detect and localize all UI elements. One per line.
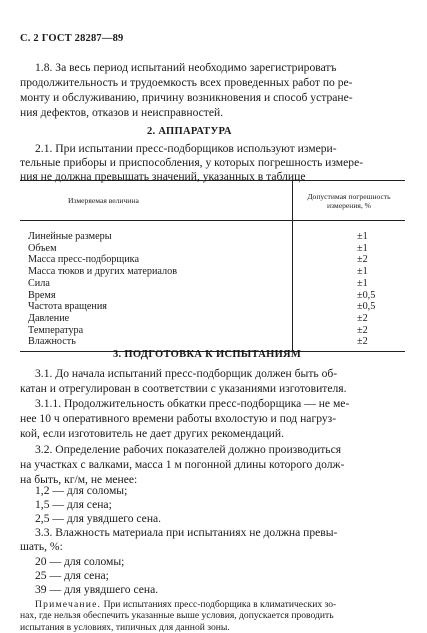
table-header-tolerance-line-1: Допустимая погрешность bbox=[307, 191, 391, 201]
list-item: 2,5 — для увядшего сена. bbox=[35, 512, 162, 525]
table-header-tolerance-line-2: измерения, % bbox=[326, 200, 372, 210]
note-text-line-3: испытания в условиях, типичных для данной зоны. bbox=[20, 622, 230, 633]
list-item: 25 — для сена; bbox=[35, 569, 109, 582]
list-item: 39 — для увядшего сена. bbox=[35, 583, 159, 596]
table-row bbox=[20, 290, 405, 302]
row-tolerance: ±2 bbox=[357, 312, 368, 324]
list-item: 1,2 — для соломы; bbox=[35, 484, 128, 497]
table-row bbox=[20, 266, 405, 278]
paragraph-3-1-line-1: 3.1. До начала испытаний пресс-подборщик должен быть об- bbox=[35, 367, 338, 380]
table-row bbox=[20, 278, 405, 290]
paragraph-3-1-1-line-1: 3.1.1. Продолжительность обкатки пресс-подборщика — не ме- bbox=[35, 397, 350, 410]
paragraph-3-2-line-1: 3.2. Определение рабочих показателей должно производиться bbox=[35, 443, 342, 456]
row-quantity: Масса пресс-подборщика bbox=[20, 254, 293, 266]
list-item: 20 — для соломы; bbox=[35, 555, 125, 568]
row-quantity: Масса тюков и других материалов bbox=[20, 266, 293, 278]
paragraph-1-8-line-3: монту и обслуживанию, причину возникновения и способ устране- bbox=[20, 91, 353, 104]
paragraph-3-1-1-line-2: нее 10 ч оперативного времени работы вхолостую и под нагруз- bbox=[20, 412, 337, 425]
paragraph-3-3-line-1: 3.3. Влажность материала при испытаниях не должна превы- bbox=[35, 526, 338, 539]
section-2-heading: 2. АППАРАТУРА bbox=[147, 126, 232, 137]
tolerance-table bbox=[20, 180, 405, 352]
row-quantity: Время bbox=[20, 290, 293, 302]
paragraph-3-1-1-line-3: кой, если изготовитель не дает других рекомендаций. bbox=[20, 427, 284, 440]
row-quantity: Частота вращения bbox=[20, 301, 293, 313]
table-row bbox=[20, 221, 405, 243]
paragraph-2-1-line-3: ния не должна превышать значений, указанных в таблице bbox=[20, 170, 306, 183]
row-tolerance: ±2 bbox=[293, 336, 406, 351]
table-row bbox=[20, 325, 405, 337]
paragraph-3-3-line-2: шать, %: bbox=[20, 540, 63, 553]
section-3-heading: 3. ПОДГОТОВКА К ИСПЫТАНИЯМ bbox=[113, 349, 302, 360]
row-quantity: Давление bbox=[20, 313, 293, 325]
table-row bbox=[20, 313, 405, 325]
paragraph-1-8-line-2: продолжительность и трудоемкость всех проведенных работ по ре- bbox=[20, 76, 353, 89]
note-label: Примечание. bbox=[35, 599, 102, 610]
paragraph-3-2-line-2: на участках с валками, масса 1 м погонной длины которого долж- bbox=[20, 458, 345, 471]
row-tolerance: ±2 bbox=[357, 254, 368, 266]
note-text-line-1: При испытаниях пресс-подборщика в климатических зо- bbox=[103, 599, 337, 610]
table-header-quantity: Измеряемая величина bbox=[20, 181, 293, 221]
row-tolerance: ±0,5 bbox=[357, 301, 376, 313]
paragraph-3-1-line-2: катан и отрегулирован в соответствии с указаниями изготовителя. bbox=[20, 382, 347, 395]
table-row bbox=[20, 301, 405, 313]
paragraph-1-8-line-4: ния дефектов, отказов и неисправностей. bbox=[20, 106, 224, 119]
page-header: С. 2 ГОСТ 28287—89 bbox=[20, 33, 124, 44]
table-row bbox=[20, 254, 405, 266]
row-quantity: Сила bbox=[20, 278, 293, 290]
row-tolerance: ±2 bbox=[357, 324, 368, 336]
paragraph-1-8-line-1: 1.8. За весь период испытаний необходимо зарегистрироватъ bbox=[35, 61, 337, 74]
paragraph-2-1-line-2: тельные приборы и приспособления, у которых погрешность измере- bbox=[20, 156, 364, 169]
paragraph-2-1-line-1: 2.1. При испытании пресс-подборщиков используют измери- bbox=[35, 142, 337, 155]
row-tolerance: ±0,5 bbox=[357, 289, 376, 301]
list-item: 1,5 — для сена; bbox=[35, 498, 112, 511]
table-row bbox=[20, 243, 405, 255]
row-tolerance: ±1 bbox=[357, 242, 368, 254]
note-text-line-2: нах, где нельзя обеспечить указанные выше условия, допускается проводить bbox=[20, 610, 334, 621]
row-quantity: Влажность bbox=[20, 336, 293, 351]
row-quantity: Линейные размеры bbox=[20, 221, 293, 243]
row-tolerance: ±1 bbox=[357, 231, 368, 242]
table-header-tolerance bbox=[293, 181, 406, 221]
row-quantity: Температура bbox=[20, 325, 293, 337]
paragraph-3-2-line-3: на быть, кг/м, не менее: bbox=[20, 473, 138, 486]
row-tolerance: ±1 bbox=[357, 266, 368, 278]
row-quantity: Объем bbox=[20, 243, 293, 255]
row-tolerance: ±1 bbox=[357, 277, 368, 289]
